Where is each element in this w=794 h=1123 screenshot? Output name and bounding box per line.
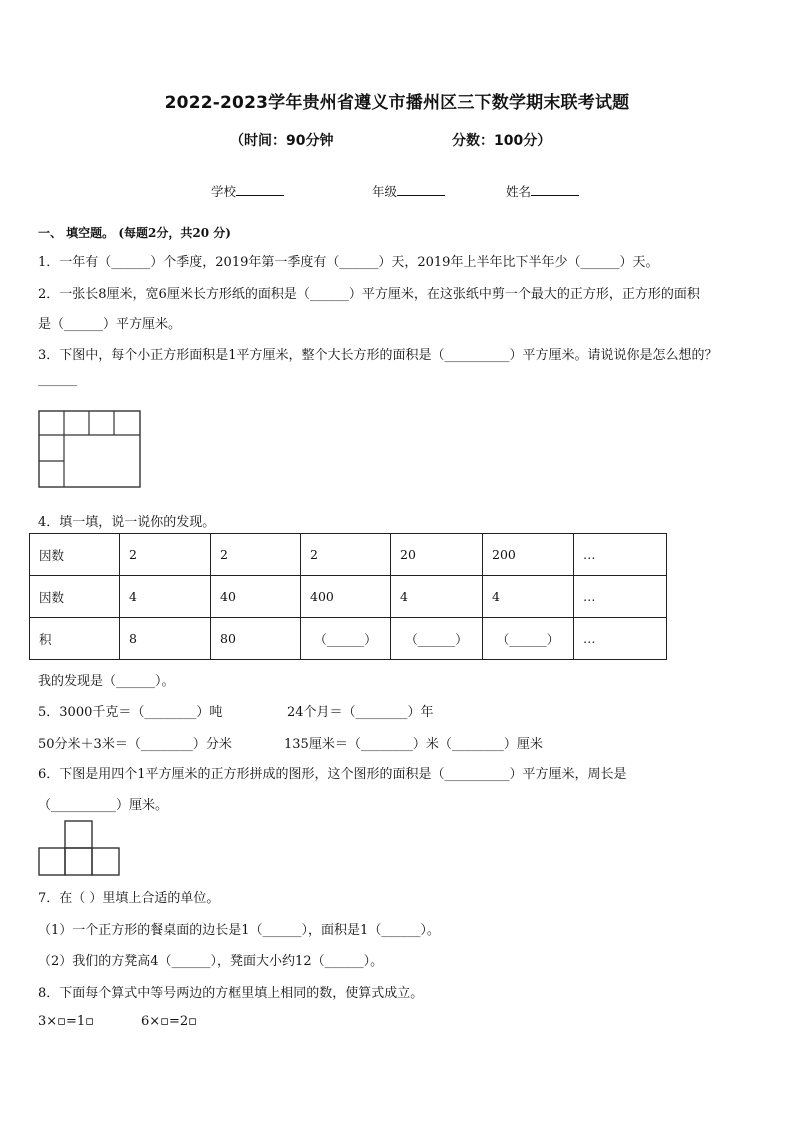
question-7-part-2: （2）我们的方凳高4（______），凳面大小约12（______）。 <box>38 954 384 969</box>
question-8-b: 6×▫=2▫ <box>141 1014 197 1029</box>
question-4: 4．填一填，说一说你的发现。 <box>38 515 216 530</box>
table-row <box>30 576 667 618</box>
four-square-figure <box>38 820 122 878</box>
rectangle-grid-figure <box>38 410 142 490</box>
question-6-line-1: 6．下图是用四个1平方厘米的正方形拼成的图形，这个图形的面积是（__________）平方厘米，周长是 <box>38 767 627 782</box>
table-row <box>30 534 667 576</box>
table-cell: 2 <box>120 534 211 576</box>
table-cell: 80 <box>211 618 301 660</box>
table-cell: 8 <box>120 618 211 660</box>
table-cell: 因数 <box>30 534 120 576</box>
school-label: 学校 <box>211 184 237 199</box>
question-7-part-1: （1）一个正方形的餐桌面的边长是1（______），面积是1（______）。 <box>38 923 440 938</box>
question-1: 1．一年有（______）个季度，2019年第一季度有（______）天，2019年上半年比下半年少（______）天。 <box>38 255 659 270</box>
table-cell: … <box>574 534 667 576</box>
question-5-b: 24个月＝（________）年 <box>287 705 434 720</box>
section-heading: 一、 填空题。 (每题2分，共20 分) <box>38 226 231 240</box>
question-8: 8．下面每个算式中等号两边的方框里填上相同的数，使算式成立。 <box>38 986 424 1001</box>
question-3-answer-line: ______ <box>38 372 77 387</box>
table-cell: 4 <box>120 576 211 618</box>
table-row <box>30 618 667 660</box>
question-3-line-1: 3．下图中，每个小正方形面积是1平方厘米，整个大长方形的面积是（__________）平方厘米。请说说你是怎么想的？ <box>38 348 718 363</box>
name-blank[interactable] <box>531 183 579 196</box>
answer-blank-cell[interactable]: （______） <box>301 618 391 660</box>
school-field[interactable] <box>211 182 284 200</box>
answer-blank-cell[interactable]: （______） <box>483 618 574 660</box>
grade-field[interactable] <box>372 182 445 200</box>
page-title: 2022-2023学年贵州省遵义市播州区三下数学期末联考试题 <box>164 93 630 113</box>
table-cell: … <box>574 576 667 618</box>
table-cell: 2 <box>211 534 301 576</box>
table-cell: 2 <box>301 534 391 576</box>
question-5-d: 135厘米＝（________）米（________）厘米 <box>284 737 543 752</box>
name-label: 姓名 <box>506 184 532 199</box>
question-8-a: 3×▫=1▫ <box>38 1014 94 1029</box>
table-cell: 4 <box>483 576 574 618</box>
question-6-line-2: （__________）厘米。 <box>38 798 169 813</box>
table-cell: 200 <box>483 534 574 576</box>
table-cell: 400 <box>301 576 391 618</box>
question-5-a: 5．3000千克＝（________）吨 <box>38 705 223 720</box>
table-cell: 积 <box>30 618 120 660</box>
table-cell: 4 <box>391 576 483 618</box>
name-field[interactable] <box>506 182 579 200</box>
exam-score: 分数：100分） <box>452 133 552 149</box>
table-cell: 20 <box>391 534 483 576</box>
question-2-line-1: 2．一张长8厘米，宽6厘米长方形纸的面积是（______）平方厘米，在这张纸中剪一个最大的正方形，正方形的面积 <box>38 287 700 302</box>
question-2-line-2: 是（______）平方厘米。 <box>38 317 182 332</box>
grade-label: 年级 <box>372 184 398 199</box>
school-blank[interactable] <box>236 183 284 196</box>
table-cell: 因数 <box>30 576 120 618</box>
question-7: 7．在（ ）里填上合适的单位。 <box>38 891 220 906</box>
factor-table <box>29 533 667 660</box>
answer-blank-cell[interactable]: （______） <box>391 618 483 660</box>
question-5-c: 50分米＋3米＝（________）分米 <box>38 737 232 752</box>
grade-blank[interactable] <box>397 183 445 196</box>
question-4-finding: 我的发现是（______）。 <box>38 674 175 689</box>
table-cell: … <box>574 618 667 660</box>
exam-time: （时间：90分钟 <box>230 133 334 149</box>
table-cell: 40 <box>211 576 301 618</box>
